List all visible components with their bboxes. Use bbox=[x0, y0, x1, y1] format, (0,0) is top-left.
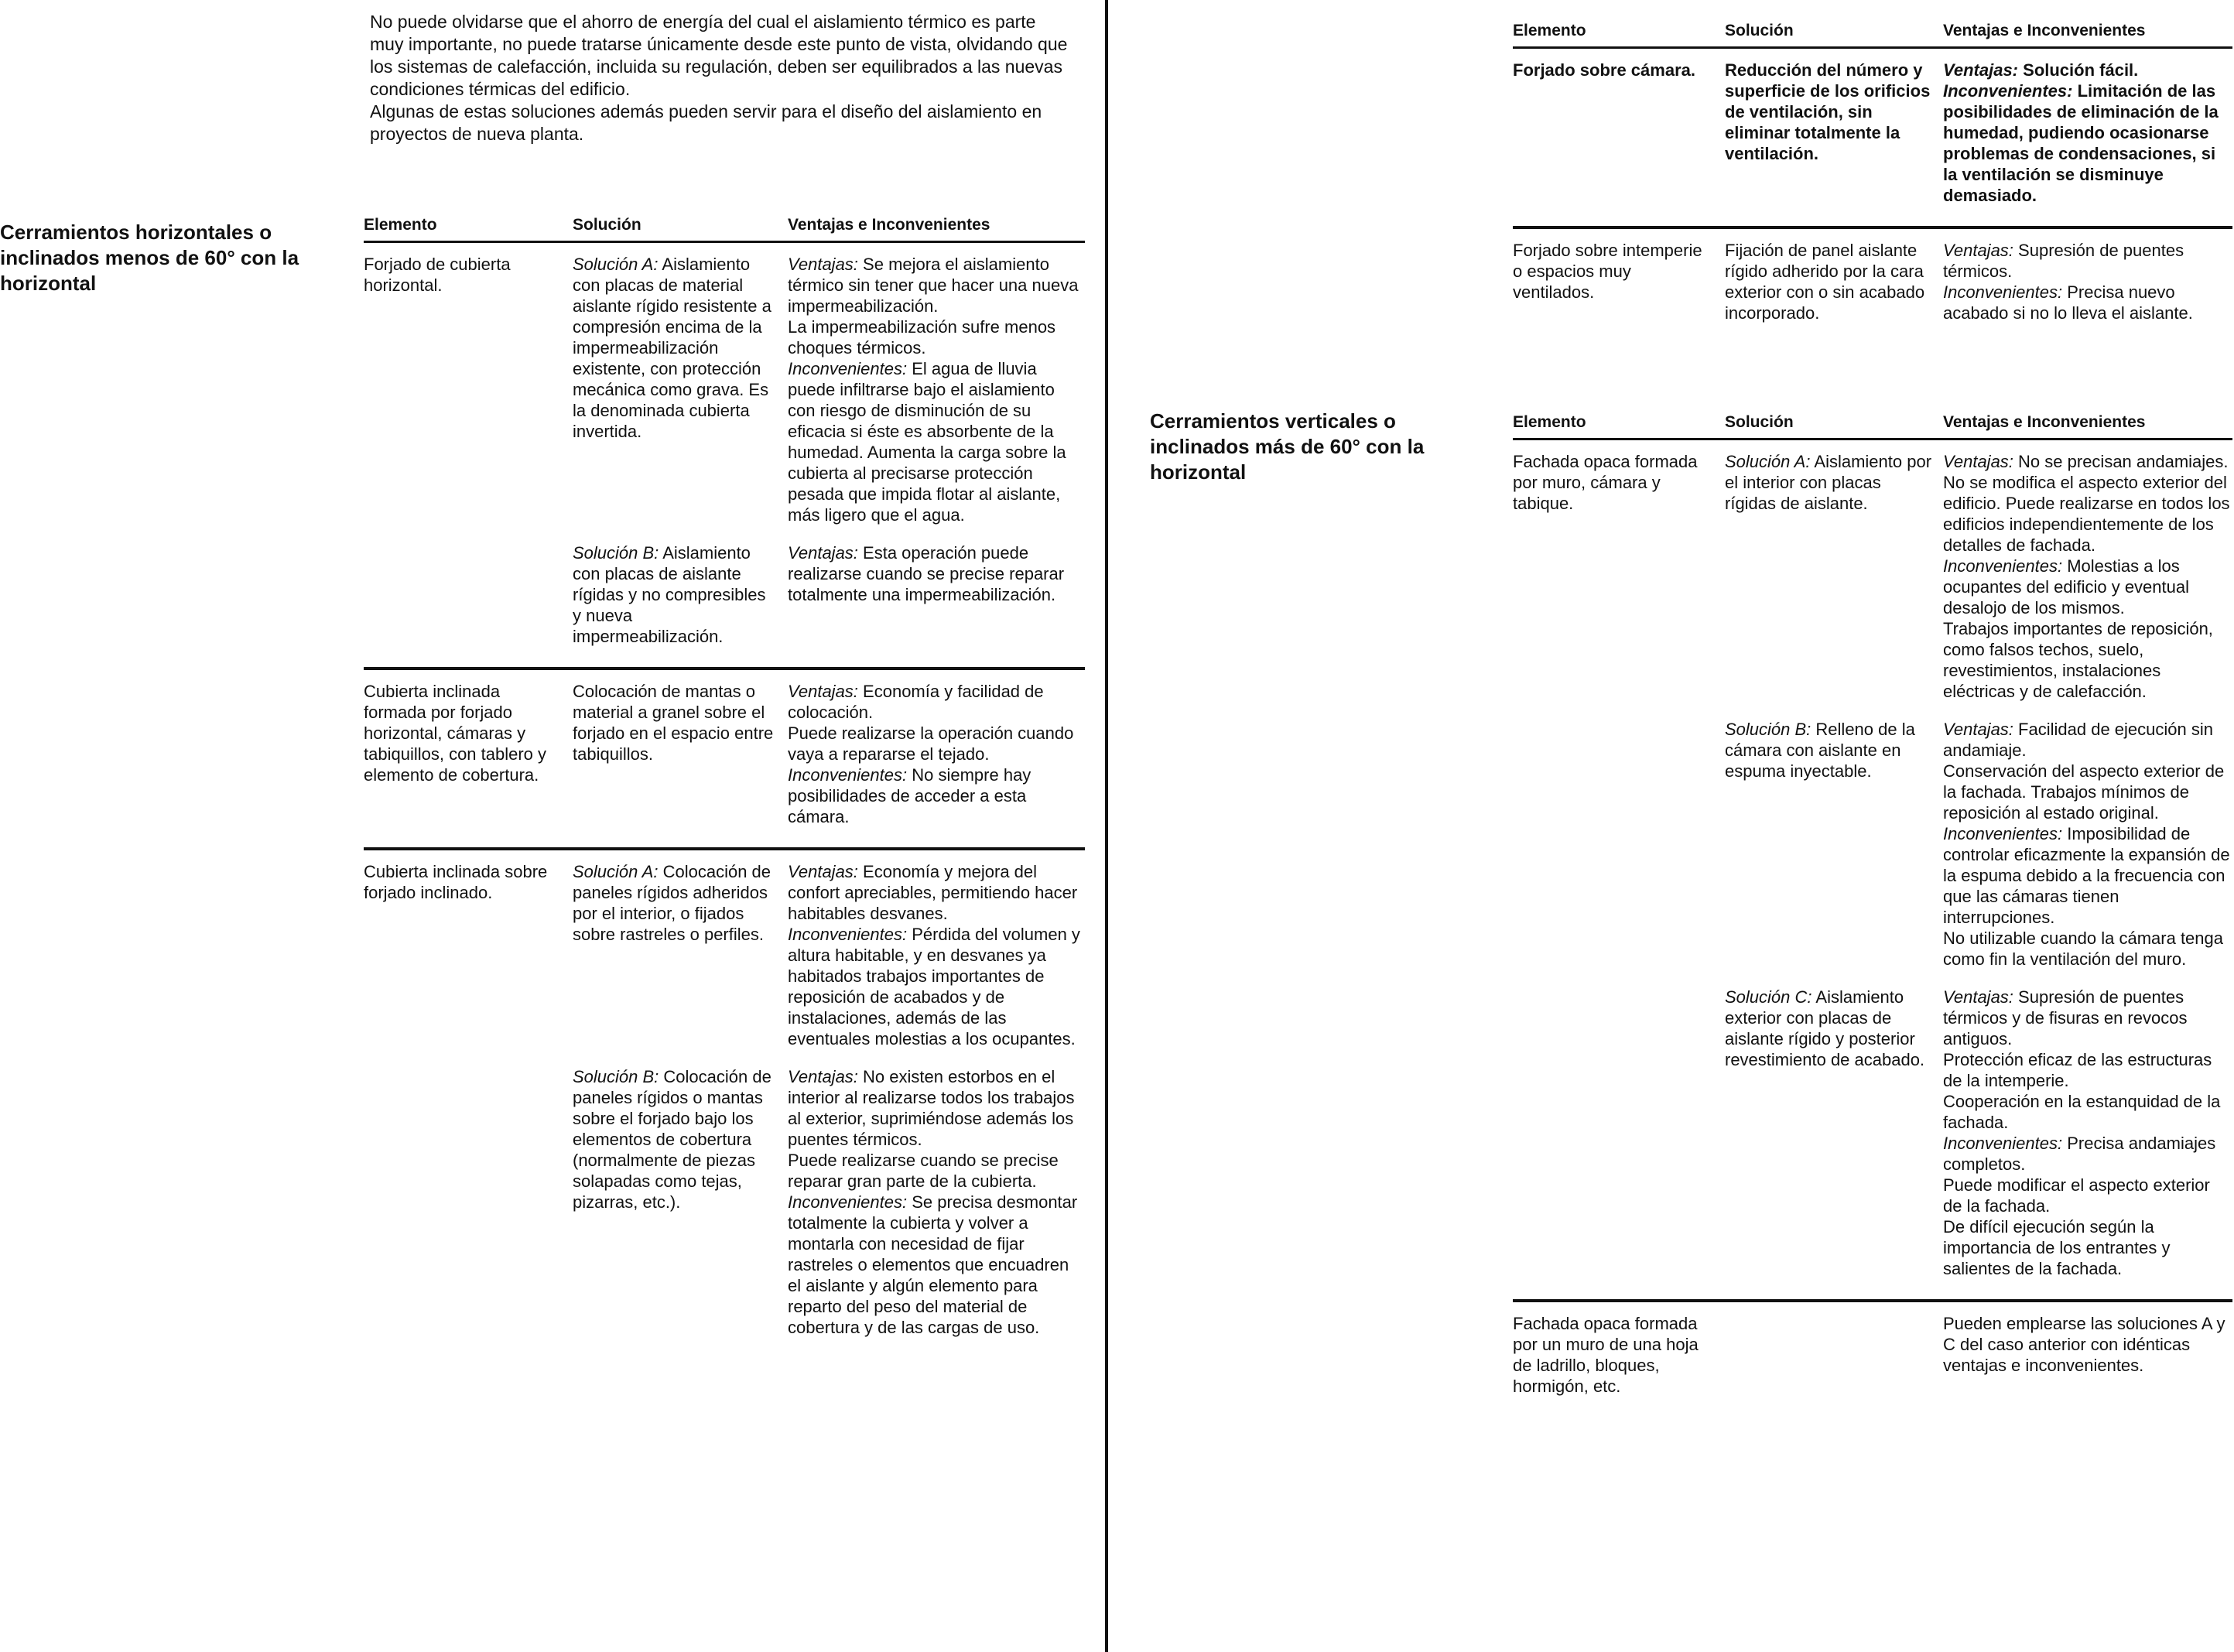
ventajas-text-2: No se modifica el aspecto exterior del edificio. Puede realizarse en todos los edificios independientemente de los detalles de fachada. bbox=[1943, 473, 2230, 555]
header-ventajas: Ventajas e Inconvenientes bbox=[1943, 413, 2146, 431]
row-element: Forjado de cubierta horizontal. bbox=[364, 255, 511, 295]
row-element: Cubierta inclinada formada por forjado horizontal, cámaras y tabiquillos, con tablero y elemento de cobertura. bbox=[364, 682, 547, 785]
ventajas-text: No se precisan andamiajes. bbox=[2018, 452, 2229, 471]
ventajas-text: Supresión de puentes térmicos. bbox=[1943, 241, 2184, 281]
row-element: Forjado sobre cámara. bbox=[1513, 60, 1695, 80]
table-horizontal-continued bbox=[1513, 15, 2232, 344]
table-header bbox=[1513, 407, 2232, 440]
solution-b-text: Colocación de paneles rígidos o mantas sobre el forjado bajo los elementos de cobertura (normalmente de piezas solapadas como tejas, pizarras, etc.). bbox=[573, 1067, 771, 1212]
ventajas-text: Economía y facilidad de colocación. bbox=[788, 682, 1044, 722]
ventajas-label: Ventajas: bbox=[788, 543, 858, 563]
table-row bbox=[1513, 229, 2232, 344]
inconvenientes-text: Precisa andamiajes completos. bbox=[1943, 1134, 2216, 1174]
header-ventajas: Ventajas e Inconvenientes bbox=[788, 216, 990, 234]
ventajas-text-2: Protección eficaz de las estructuras de la intemperie. bbox=[1943, 1050, 2212, 1090]
left-page bbox=[0, 0, 1107, 1652]
solution-a-text: Aislamiento por el interior con placas rígidas de aislante. bbox=[1725, 452, 1932, 513]
inconvenientes-text: Precisa nuevo acabado si no lo lleva el aislante. bbox=[1943, 282, 2193, 323]
table-row bbox=[364, 243, 1085, 670]
ventajas-label: Ventajas: bbox=[1943, 241, 2013, 260]
table-row bbox=[364, 850, 1085, 1358]
pros-cons bbox=[1943, 987, 2232, 1279]
table-row bbox=[1513, 440, 2232, 1302]
header-solucion: Solución bbox=[1725, 413, 1794, 431]
inconvenientes-text-2: Puede modificar el aspecto exterior de la fachada. bbox=[1943, 1175, 2210, 1216]
inconvenientes-label: Inconvenientes: bbox=[1943, 282, 2063, 302]
solution-text bbox=[1725, 719, 1943, 970]
solutions-group bbox=[573, 861, 1085, 1338]
pros-cons bbox=[788, 861, 1085, 1049]
solution-b-text: Aislamiento con placas de aislante rígidas y no compresibles y nueva impermeabilización. bbox=[573, 543, 766, 646]
solution-b-text: Relleno de la cámara con aislante en espuma inyectable. bbox=[1725, 720, 1915, 781]
inconvenientes-text: Se precisa desmontar totalmente la cubierta y volver a montarla con necesidad de fijar rastreles o elementos que encuadren el aislante y algún elemento para reparto del peso del material de cobertura y de las cargas de uso. bbox=[788, 1192, 1078, 1337]
ventajas-text: Solución fácil. bbox=[2023, 60, 2139, 80]
solution-text bbox=[573, 861, 788, 1049]
solution-a-label: Solución A: bbox=[1725, 452, 1811, 471]
ventajas-label: Ventajas: bbox=[1943, 452, 2013, 471]
solution-a-label: Solución A: bbox=[573, 255, 659, 274]
ventajas-text-2: Puede realizarse cuando se precise reparar gran parte de la cubierta. bbox=[788, 1151, 1059, 1191]
solution-c bbox=[1725, 987, 2232, 1279]
solution-b-label: Solución B: bbox=[573, 1067, 659, 1086]
ventajas-label: Ventajas: bbox=[1943, 720, 2013, 739]
section-heading-vertical: Cerramientos verticales o inclinados más de 60° con la horizontal bbox=[1150, 409, 1425, 484]
table-vertical bbox=[1513, 407, 2232, 1417]
inconvenientes-text-3: De difícil ejecución según la importancia de los entrantes y salientes de la fachada. bbox=[1943, 1217, 2171, 1278]
solution-text bbox=[573, 1066, 788, 1338]
intro-paragraph-1: No puede olvidarse que el ahorro de energía del cual el aislamiento térmico es parte muy importante, no puede tratarse únicamente desde este punto de vista, olvidando que los sistemas de calefacción, incluida su regulación, deben ser equilibrados a las nuevas condiciones térmicas del edificio. bbox=[370, 12, 1068, 99]
header-elemento: Elemento bbox=[1513, 413, 1586, 431]
table-row bbox=[364, 670, 1085, 850]
solution-text bbox=[573, 254, 788, 525]
inconvenientes-label: Inconvenientes: bbox=[1943, 824, 2063, 843]
ventajas-label: Ventajas: bbox=[1943, 987, 2013, 1007]
table-horizontal bbox=[364, 210, 1085, 1358]
inconvenientes-label: Inconvenientes: bbox=[788, 359, 908, 378]
ventajas-label: Ventajas: bbox=[788, 682, 858, 701]
inconvenientes-text: No siempre hay posibilidades de acceder a esta cámara. bbox=[788, 765, 1031, 826]
row-element: Cubierta inclinada sobre forjado inclinado. bbox=[364, 862, 548, 902]
inconvenientes-text: Imposibilidad de controlar eficazmente la expansión de la espuma debido a la frecuencia con que las cámaras tienen interrupciones. bbox=[1943, 824, 2230, 927]
solution-b-label: Solución B: bbox=[573, 543, 659, 563]
header-solucion: Solución bbox=[573, 216, 641, 234]
solution-b bbox=[573, 1066, 1085, 1338]
inconvenientes-text: El agua de lluvia puede infiltrarse bajo el aislamiento con riesgo de disminución de su eficacia si éste es absorbente de la humedad. Aumenta la carga sobre la cubierta al precisarse protección pesada que impida flotar al aislante, más ligero que el agua. bbox=[788, 359, 1066, 525]
ventajas-text: Supresión de puentes térmicos y de fisuras en revocos antiguos. bbox=[1943, 987, 2188, 1048]
solution-a bbox=[573, 254, 1085, 525]
solution-c-text: Aislamiento exterior con placas de aislante rígido y posterior revestimiento de acabado. bbox=[1725, 987, 1925, 1069]
pros-cons bbox=[1943, 60, 2232, 206]
inconvenientes-label: Inconvenientes: bbox=[1943, 81, 2073, 101]
inconvenientes-label: Inconvenientes: bbox=[788, 925, 908, 944]
pros-cons bbox=[1943, 451, 2232, 702]
header-solucion: Solución bbox=[1725, 22, 1794, 39]
solution-text-empty bbox=[1725, 1313, 1943, 1397]
ventajas-text-3: Cooperación en la estanquidad de la fachada. bbox=[1943, 1092, 2221, 1132]
table-header bbox=[1513, 15, 2232, 49]
section-heading-horizontal: Cerramientos horizontales o inclinados menos de 60° con la horizontal bbox=[0, 221, 299, 295]
ventajas-label: Ventajas: bbox=[788, 1067, 858, 1086]
inconvenientes-label: Inconvenientes: bbox=[788, 1192, 908, 1212]
row-element: Fachada opaca formada por un muro de una hoja de ladrillo, bloques, hormigón, etc. bbox=[1513, 1314, 1699, 1396]
ventajas-text-2: Puede realizarse la operación cuando vaya a repararse el tejado. bbox=[788, 723, 1074, 764]
inconvenientes-text: Molestias a los ocupantes del edificio y eventual desalojo de los mismos. bbox=[1943, 556, 2189, 617]
intro-paragraph-2: Algunas de estas soluciones además pueden servir para el diseño del aislamiento en proyectos de nueva planta. bbox=[370, 101, 1042, 144]
ventajas-text: Esta operación puede realizarse cuando se precise reparar totalmente una impermeabilización. bbox=[788, 543, 1065, 604]
solution-a bbox=[1725, 451, 2232, 702]
inconvenientes-text: Limitación de las posibilidades de eliminación de la humedad, pudiendo ocasionarse problemas de condensaciones, si la ventilación se disminuye demasiado. bbox=[1943, 81, 2219, 205]
header-ventajas: Ventajas e Inconvenientes bbox=[1943, 22, 2146, 39]
solution-text: Fijación de panel aislante rígido adherido por la cara exterior con o sin acabado incorporado. bbox=[1725, 241, 1925, 323]
solution-a-text: Aislamiento con placas de material aislante rígido resistente a compresión encima de la impermeabilización existente, con protección mecánica como grava. Es la denominada cubierta invertida. bbox=[573, 255, 771, 441]
pros-cons bbox=[1943, 240, 2232, 323]
pros-cons bbox=[788, 542, 1085, 647]
solution-a bbox=[573, 861, 1085, 1049]
pros-cons bbox=[788, 681, 1085, 827]
inconvenientes-text-2: No utilizable cuando la cámara tenga como fin la ventilación del muro. bbox=[1943, 929, 2224, 969]
solution-b bbox=[1725, 719, 2232, 970]
table-header bbox=[364, 210, 1085, 243]
ventajas-label: Ventajas: bbox=[1943, 60, 2019, 80]
header-elemento: Elemento bbox=[1513, 22, 1586, 39]
solutions-group bbox=[1725, 451, 2232, 1279]
solution-b bbox=[573, 542, 1085, 647]
table-row bbox=[1513, 49, 2232, 229]
table-row bbox=[1513, 1302, 2232, 1417]
ventajas-label: Ventajas: bbox=[788, 255, 858, 274]
ventajas-text-2: Conservación del aspecto exterior de la fachada. Trabajos mínimos de reposición al estado original. bbox=[1943, 761, 2225, 823]
pros-cons bbox=[1943, 719, 2232, 970]
inconvenientes-text-2: Trabajos importantes de reposición, como falsos techos, suelo, revestimientos, instalaciones eléctricas y de calefacción. bbox=[1943, 619, 2213, 701]
inconvenientes-label: Inconvenientes: bbox=[1943, 556, 2063, 576]
solution-c-label: Solución C: bbox=[1725, 987, 1812, 1007]
solution-text bbox=[1725, 987, 1943, 1279]
intro-text bbox=[370, 11, 1070, 145]
ventajas-text: Se mejora el aislamiento térmico sin tener que hacer una nueva impermeabilización. bbox=[788, 255, 1079, 316]
solution-text bbox=[1725, 451, 1943, 702]
pros-cons bbox=[788, 254, 1085, 525]
solution-b-label: Solución B: bbox=[1725, 720, 1811, 739]
solution-a-label: Solución A: bbox=[573, 862, 659, 881]
header-elemento: Elemento bbox=[364, 216, 437, 234]
solution-text: Colocación de mantas o material a granel sobre el forjado en el espacio entre tabiquillos. bbox=[573, 682, 774, 764]
ventajas-text: Economía y mejora del confort apreciables, permitiendo hacer habitables desvanes. bbox=[788, 862, 1078, 923]
ventajas-text: No existen estorbos en el interior al realizarse todos los trabajos al exterior, suprimiéndose además los puentes térmicos. bbox=[788, 1067, 1075, 1149]
solution-text bbox=[573, 542, 788, 647]
ventajas-text-2: La impermeabilización sufre menos choques térmicos. bbox=[788, 317, 1056, 357]
inconvenientes-label: Inconvenientes: bbox=[1943, 1134, 2063, 1153]
row-note: Pueden emplearse las soluciones A y C del caso anterior con idénticas ventajas e inconvenientes. bbox=[1943, 1314, 2225, 1375]
solutions-group bbox=[573, 254, 1085, 647]
row-element: Fachada opaca formada por muro, cámara y tabique. bbox=[1513, 452, 1698, 513]
inconvenientes-label: Inconvenientes: bbox=[788, 765, 908, 785]
pros-cons bbox=[788, 1066, 1085, 1338]
ventajas-text: Facilidad de ejecución sin andamiaje. bbox=[1943, 720, 2213, 760]
row-element: Forjado sobre intemperie o espacios muy ventilados. bbox=[1513, 241, 1702, 302]
solution-text: Reducción del número y superficie de los orificios de ventilación, sin eliminar totalmente la ventilación. bbox=[1725, 60, 1931, 163]
solution-a-text: Colocación de paneles rígidos adheridos por el interior, o fijados sobre rastreles o perfiles. bbox=[573, 862, 771, 944]
ventajas-label: Ventajas: bbox=[788, 862, 858, 881]
inconvenientes-text: Pérdida del volumen y altura habitable, y en desvanes ya habitados trabajos importantes de reposición de acabados y de instalaciones, además de las eventuales molestias a los ocupantes. bbox=[788, 925, 1080, 1048]
